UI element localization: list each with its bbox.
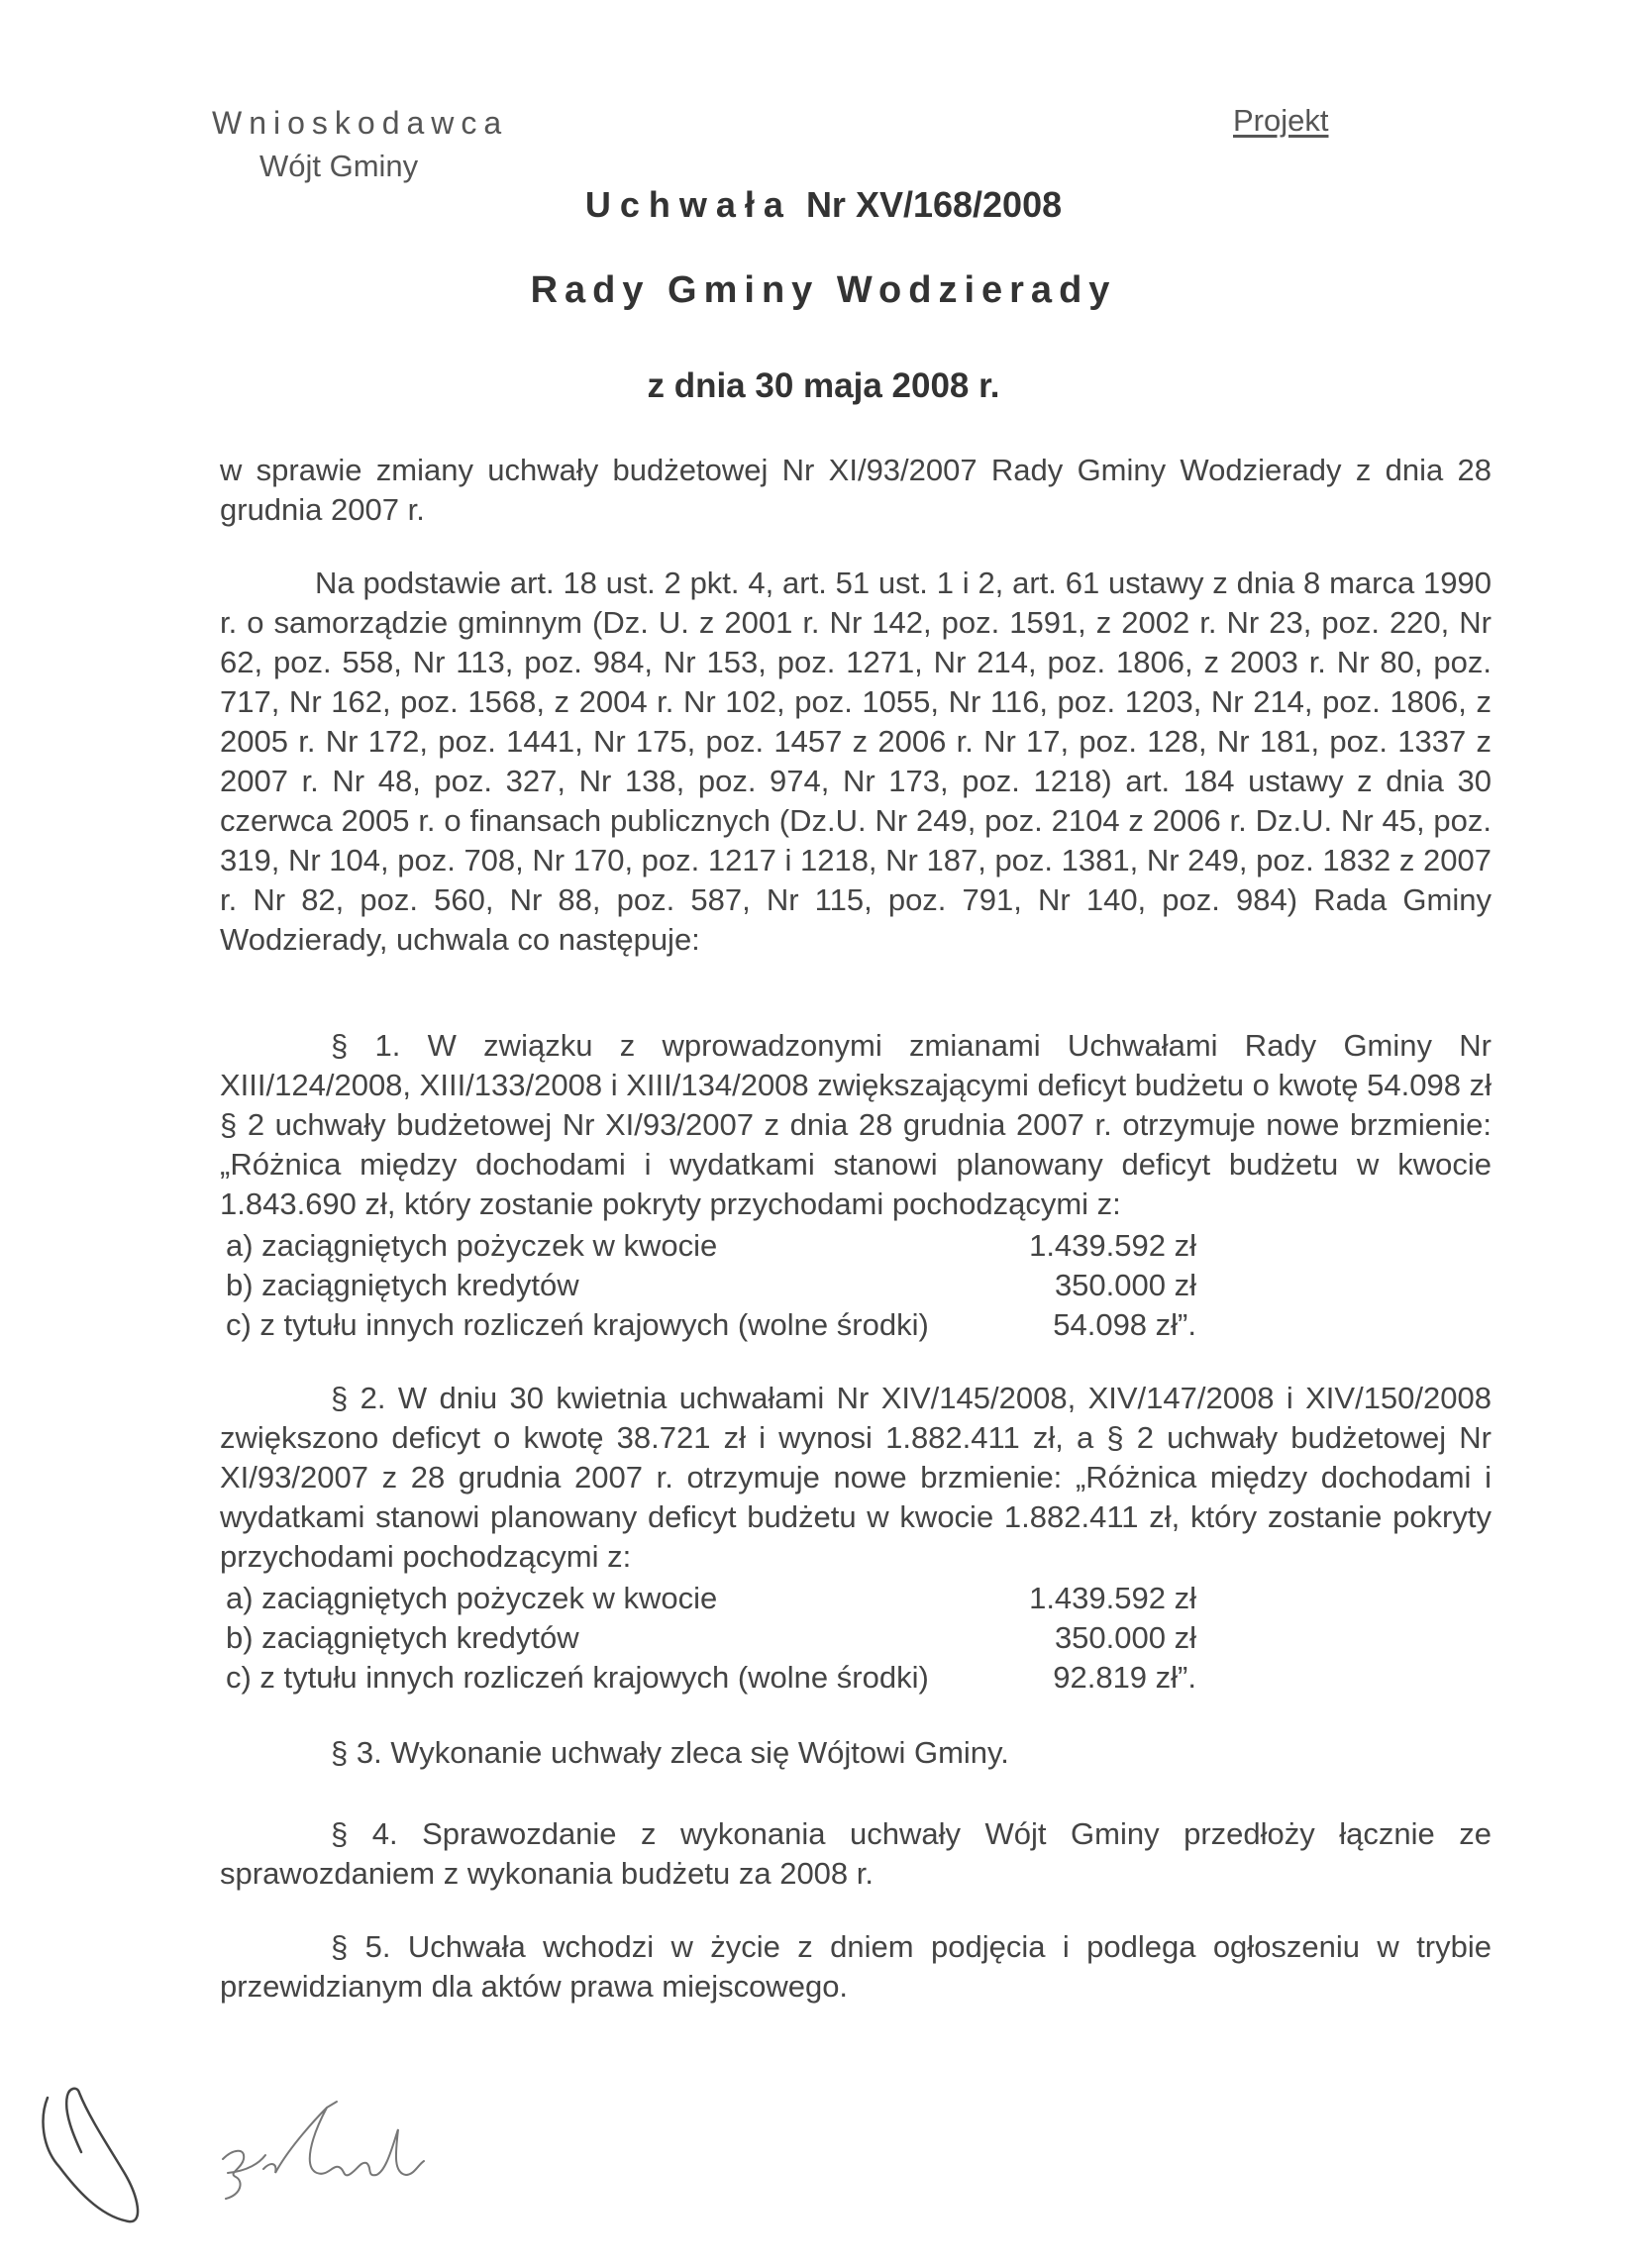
resolution-word: Uchwała (584, 184, 792, 225)
applicant-name: Wójt Gminy (259, 149, 419, 183)
resolution-date: z dnia 30 maja 2008 r. (647, 366, 1000, 405)
list-item (226, 1226, 1196, 1266)
section-2-list (226, 1579, 1196, 1698)
handwritten-signature (30, 2078, 456, 2226)
resolution-number: Nr XV/168/2008 (805, 184, 1063, 225)
list-item-amount: 54.098 zł”. (1053, 1307, 1196, 1342)
section-1-list (226, 1226, 1196, 1345)
list-item (226, 1579, 1196, 1618)
list-item (226, 1618, 1196, 1658)
list-item-label: a) zaciągniętych pożyczek w kwocie (226, 1228, 718, 1263)
applicant-label: Wnioskodawca (212, 105, 509, 141)
section-1: § 1. W związku z wprowadzonymi zmianami Uchwałami Rady Gminy Nr XIII/124/2008, XIII/133/2008 i XIII/134/2008 zwiększającymi deficyt budżetu o kwotę 54.098 zł § 2 uchwały budżetowej Nr XI/93/2007 z dnia 28 grudnia 2007 r. otrzymuje nowe brzmienie: „Różnica między dochodami i wydatkami stanowi planowany deficyt budżetu w kwocie 1.843.690 zł, który zostanie pokryty przychodami pochodzącymi z: (220, 1028, 1492, 1221)
section-5: § 5. Uchwała wchodzi w życie z dniem podjęcia i podlega ogłoszeniu w trybie przewidzianym dla aktów prawa miejscowego. (220, 1929, 1492, 2004)
resolution-title (0, 184, 1647, 226)
council-name: Rady Gminy Wodzierady (530, 269, 1117, 311)
project-label: Projekt (1233, 103, 1329, 138)
list-item-label: c) z tytułu innych rozliczeń krajowych (wolne środki) (226, 1307, 929, 1342)
list-item-label: a) zaciągniętych pożyczek w kwocie (226, 1581, 718, 1615)
list-item-amount: 1.439.592 zł (1029, 1581, 1196, 1615)
list-item-label: b) zaciągniętych kredytów (226, 1620, 579, 1655)
section-4: § 4. Sprawozdanie z wykonania uchwały Wójt Gminy przedłoży łącznie ze sprawozdaniem z wykonania budżetu za 2008 r. (220, 1816, 1492, 1891)
section-2: § 2. W dniu 30 kwietnia uchwałami Nr XIV/145/2008, XIV/147/2008 i XIV/150/2008 zwiększono deficyt o kwotę 38.721 zł i wynosi 1.882.411 zł, a § 2 uchwały budżetowej Nr XI/93/2007 z 28 grudnia 2007 r. otrzymuje nowe brzmienie: „Różnica między dochodami i wydatkami stanowi planowany deficyt budżetu w kwocie 1.882.411 zł, który zostanie pokryty przychodami pochodzącymi z: (220, 1381, 1492, 1574)
list-item-amount: 350.000 zł (1054, 1268, 1196, 1302)
list-item-amount: 92.819 zł”. (1053, 1660, 1196, 1695)
list-item-amount: 1.439.592 zł (1029, 1228, 1196, 1263)
resolution-subject: w sprawie zmiany uchwały budżetowej Nr XI/93/2007 Rady Gminy Wodzierady z dnia 28 grudnia 2007 r. (220, 453, 1492, 527)
list-item (226, 1266, 1196, 1305)
list-item-amount: 350.000 zł (1054, 1620, 1196, 1655)
list-item (226, 1658, 1196, 1698)
list-item-label: c) z tytułu innych rozliczeń krajowych (wolne środki) (226, 1660, 929, 1695)
legal-basis: Na podstawie art. 18 ust. 2 pkt. 4, art. 51 ust. 1 i 2, art. 61 ustawy z dnia 8 marca 1990 r. o samorządzie gminnym (Dz. U. z 2001 r. Nr 142, poz. 1591, z 2002 r. Nr 23, poz. 220, Nr 62, poz. 558, Nr 113, poz. 984, Nr 153, poz. 1271, Nr 214, poz. 1806, z 2003 r. Nr 80, poz. 717, Nr 162, poz. 1568, z 2004 r. Nr 102, poz. 1055, Nr 116, poz. 1203, Nr 214, poz. 1806, z 2005 r. Nr 172, poz. 1441, Nr 175, poz. 1457 z 2006 r. Nr 17, poz. 128, Nr 181, poz. 1337 z 2007 r. Nr 48, poz. 327, Nr 138, poz. 974, Nr 173, poz. 1218) art. 184 ustawy z dnia 30 czerwca 2005 r. o finansach publicznych (Dz.U. Nr 249, poz. 2104 z 2006 r. Dz.U. Nr 45, poz. 319, Nr 104, poz. 708, Nr 170, poz. 1217 i 1218, Nr 187, poz. 1381, Nr 249, poz. 1832 z 2007 r. Nr 82, poz. 560, Nr 88, poz. 587, Nr 115, poz. 791, Nr 140, poz. 984) Rada Gminy Wodzierady, uchwala co następuje: (220, 566, 1492, 957)
list-item (226, 1305, 1196, 1345)
list-item-label: b) zaciągniętych kredytów (226, 1268, 579, 1302)
section-3: § 3. Wykonanie uchwały zleca się Wójtowi Gminy. (331, 1735, 1009, 1770)
